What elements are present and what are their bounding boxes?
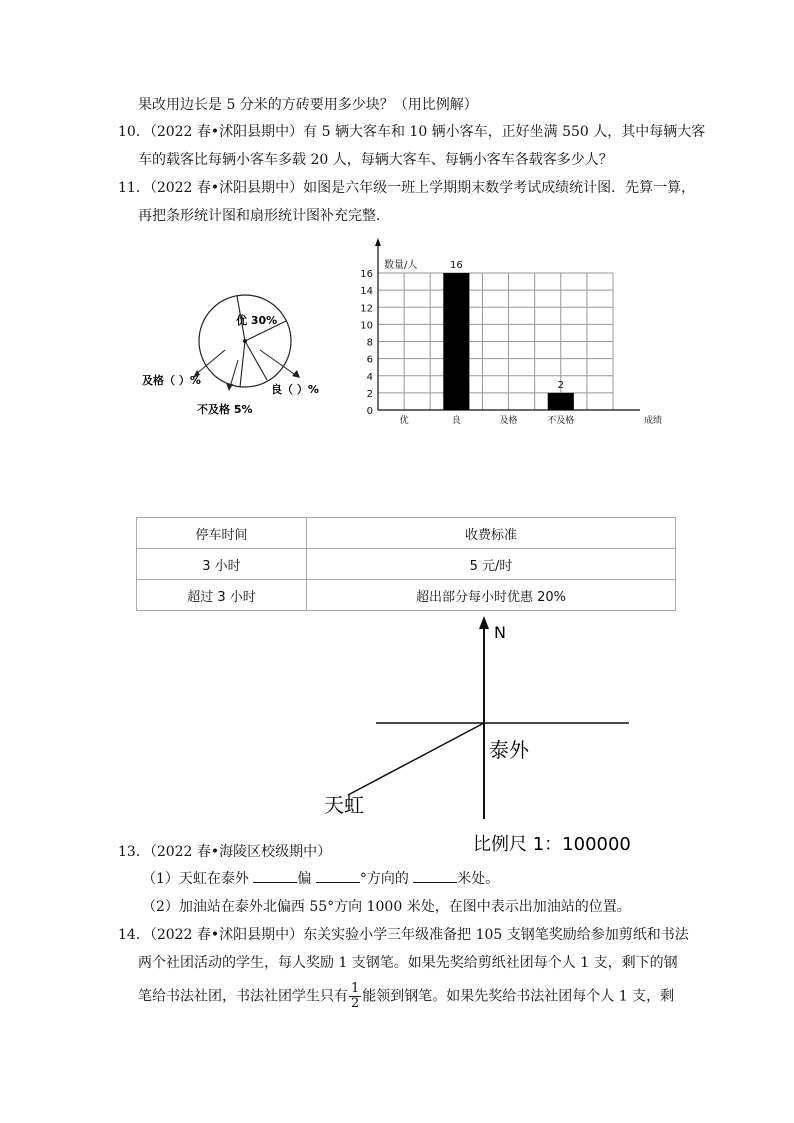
q10-line1: 10．（2022 春•沭阳县期中）有 5 辆大客车和 10 辆小客车，正好坐满 550 人，其中每辆大客 [118,124,706,140]
map-scale: 比例尺 1：100000 [473,834,631,855]
x-tick-label: 及格 [499,416,518,426]
pie-arrowhead-liang [292,370,300,378]
tianhong-label: 天虹 [324,793,364,817]
table-header-row [137,518,676,549]
y-tick-label: 6 [366,354,373,366]
bar-chart [350,236,680,426]
direction-map [300,612,640,857]
fraction-one-half: $\frac{1}{2}$ [351,981,360,1011]
pie-label-bujige: 不及格 5% [197,403,253,416]
x-tick-label: 优 [399,416,409,426]
bar-4 [548,393,574,410]
pie-divider-3 [245,341,267,380]
table-header-cell: 停车时间 [137,518,307,549]
parking-fee-table [136,517,676,611]
table-cell: 5 元/时 [306,549,675,580]
q9-tail: 果改用边长是 5 分米的方砖要用多少块？（用比例解） [138,97,478,113]
north-arrow-icon [479,616,489,629]
answer-blank[interactable] [413,868,457,883]
y-tick-label: 16 [360,269,373,280]
pie-divider-4 [240,341,245,387]
q10-line2: 车的载客比每辆小客车多载 20 人，每辆大客车、每辆小客车各载客多少人？ [138,152,613,168]
answer-blank[interactable] [316,868,360,883]
pie-label-you: 优 30% [236,314,278,327]
y-tick-label: 4 [366,371,373,383]
q14-line1: 14．（2022 春•沭阳县期中）东关实验小学三年级准备把 105 支钢笔奖励给参加剪纸和书法 [118,927,689,943]
table-cell: 3 小时 [137,549,307,580]
q14-line3: 笔给书法社团，书法社团学生只有 $\frac{1}{2}$ 能领到钢笔。如果先奖给书法社团每个人 1 支，剩 [138,981,675,1011]
x-axis-label: 成绩 [644,416,663,426]
table-row [137,549,676,580]
table-cell: 超过 3 小时 [137,580,307,611]
q11-line2: 再把条形统计图和扇形统计图补充完整． [138,208,390,224]
y-tick-label: 8 [366,337,373,349]
answer-blank[interactable] [253,868,297,883]
pie-label-liang: 良（ ）% [271,383,319,396]
north-label: N [494,623,506,642]
pie-chart [140,290,360,420]
tianhong-direction-line [348,723,484,795]
y-tick-label: 14 [360,286,373,298]
y-tick-label: 2 [366,388,373,400]
q13-head: 13．（2022 春•海陵区校级期中） [118,844,332,860]
table-cell: 超出部分每小时优惠 20% [306,580,675,611]
table-header-cell: 收费标准 [306,518,675,549]
y-tick-label: 0 [366,406,373,417]
pie-center-dot [243,339,247,343]
bar-2 [443,273,469,410]
y-tick-label: 12 [360,303,373,315]
data-label: 16 [449,260,463,271]
q13-s1: （1）天虹在泰外 偏 °方向的 米处。 [142,868,499,890]
pie-label-jige: 及格（ ）% [142,374,201,387]
pie-arrowhead-bujige [226,383,233,391]
q14-line2: 两个社团活动的学生，每人奖励 1 支钢笔。如果先奖给剪纸社团每个人 1 支，剩下的钢 [138,955,678,971]
y-axis-label: 数量/人 [384,260,418,271]
x-tick-label: 不及格 [547,416,575,426]
pie-arrow-bujige [230,360,238,387]
table-row [137,580,676,611]
y-tick-label: 10 [360,320,373,332]
x-tick-label: 良 [451,416,461,426]
q13-s2: （2）加油站在泰外北偏西 55°方向 1000 米处，在图中表示出加油站的位置。 [142,899,631,915]
data-label: 2 [557,379,564,391]
center-label: 泰外 [489,738,529,762]
y-axis-arrow-icon [375,238,381,246]
q11-line1: 11．（2022 春•沭阳县期中）如图是六年级一班上学期期末数学考试成绩统计图．先算一算， [118,180,696,196]
